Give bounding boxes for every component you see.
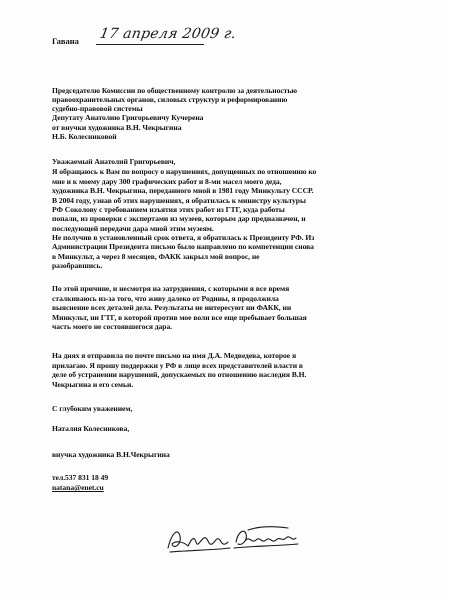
addressee-line: Депутату Анатолию Григорьевичу Кучерена: [52, 113, 204, 122]
handwritten-date: 17 апреля 2009 г.: [98, 26, 238, 42]
place-label: Гавана: [52, 36, 79, 46]
handwritten-signature: [164, 522, 304, 558]
paragraph-line: деле об устранении нарушений, допускаемых по отношению наследия В.Н.: [52, 370, 307, 379]
paragraph-line: попали, из проверки с экспертами из музеев, которым дар предназначен, и: [52, 214, 306, 223]
phone-number: тел.537 831 18 49: [52, 473, 109, 482]
paragraph-line: Администрации Президента письмо было направлено по компетенции снова: [52, 242, 314, 251]
signer-relation: внучка художника В.Н.Чекрыгина: [52, 450, 170, 459]
paragraph-line: в Минкульт, а через 8 месяцев, ФАКК закрыл мой вопрос, не: [52, 252, 260, 261]
paragraph-line: По этой причине, и несмотря на затруднения, с которыми я все время: [52, 284, 290, 293]
paragraph-line: последующей передачи дара мной этим музеям.: [52, 224, 214, 233]
signer-name: Наталия Колесникова,: [52, 424, 130, 433]
paragraph-line: мне и к моему дару 300 графических работ и 8-ми масел моего деда,: [52, 177, 282, 186]
addressee-line: правоохранительных органов, силовых структур и реформированию: [52, 95, 288, 104]
greeting: Уважаемый Анатолий Григорьевич,: [52, 157, 176, 166]
addressee-line: от внучки художника В.Н. Чекрыгина: [52, 123, 182, 132]
paragraph-line: Минкульт, ни ГТГ, в которой против мое воли все еще пребывает большая: [52, 313, 307, 322]
paragraph-line: Не получив в установленный срок ответа, я обратилась к Президенту РФ. Из: [52, 233, 315, 242]
addressee-line: судебно-правовой системы: [52, 104, 143, 113]
addressee-line: Председателю Комиссии по общественному контролю за деятельностью: [52, 86, 298, 95]
paragraph-line: Я обращаюсь к Вам по вопросу о нарушениях, допущенных по отношению ко: [52, 167, 317, 176]
paragraph-line: РФ Соколову с требованием изъятия этих работ из ГТГ, куда работы: [52, 205, 285, 214]
email-link[interactable]: natana@enet.cu: [52, 483, 104, 492]
paragraph-line: выяснение всех деталей дела. Результаты не интересуют ни ФАКК, ни: [52, 303, 292, 312]
paragraph-line: сталкиваюсь из-за того, что живу далеко от Родины, я продолжила: [52, 294, 279, 303]
paragraph-line: На днях я отправила по почте письмо на имя Д.А. Медведева, которое я: [52, 351, 296, 360]
addressee-line: Н.Б. Колесниковой: [52, 132, 117, 141]
paragraph-line: прилагаю. Я прошу поддержки у РФ в лице всех представителей власти в: [52, 361, 303, 370]
paragraph-line: Чекрыгина и его семьи.: [52, 380, 134, 389]
paragraph-line: В 2004 году, узнав об этих нарушениях, я обратилась к министру культуры: [52, 196, 306, 205]
paragraph-line: разобравшись.: [52, 261, 103, 270]
closing-regards: С глубоким уважением,: [52, 404, 133, 413]
date-underline: [96, 44, 204, 45]
paragraph-line: художника В.Н. Чекрыгина, переданного мной в 1981 году Минкульту СССР.: [52, 186, 314, 195]
paragraph-line: часть моего не состоявшегося дара.: [52, 322, 173, 331]
